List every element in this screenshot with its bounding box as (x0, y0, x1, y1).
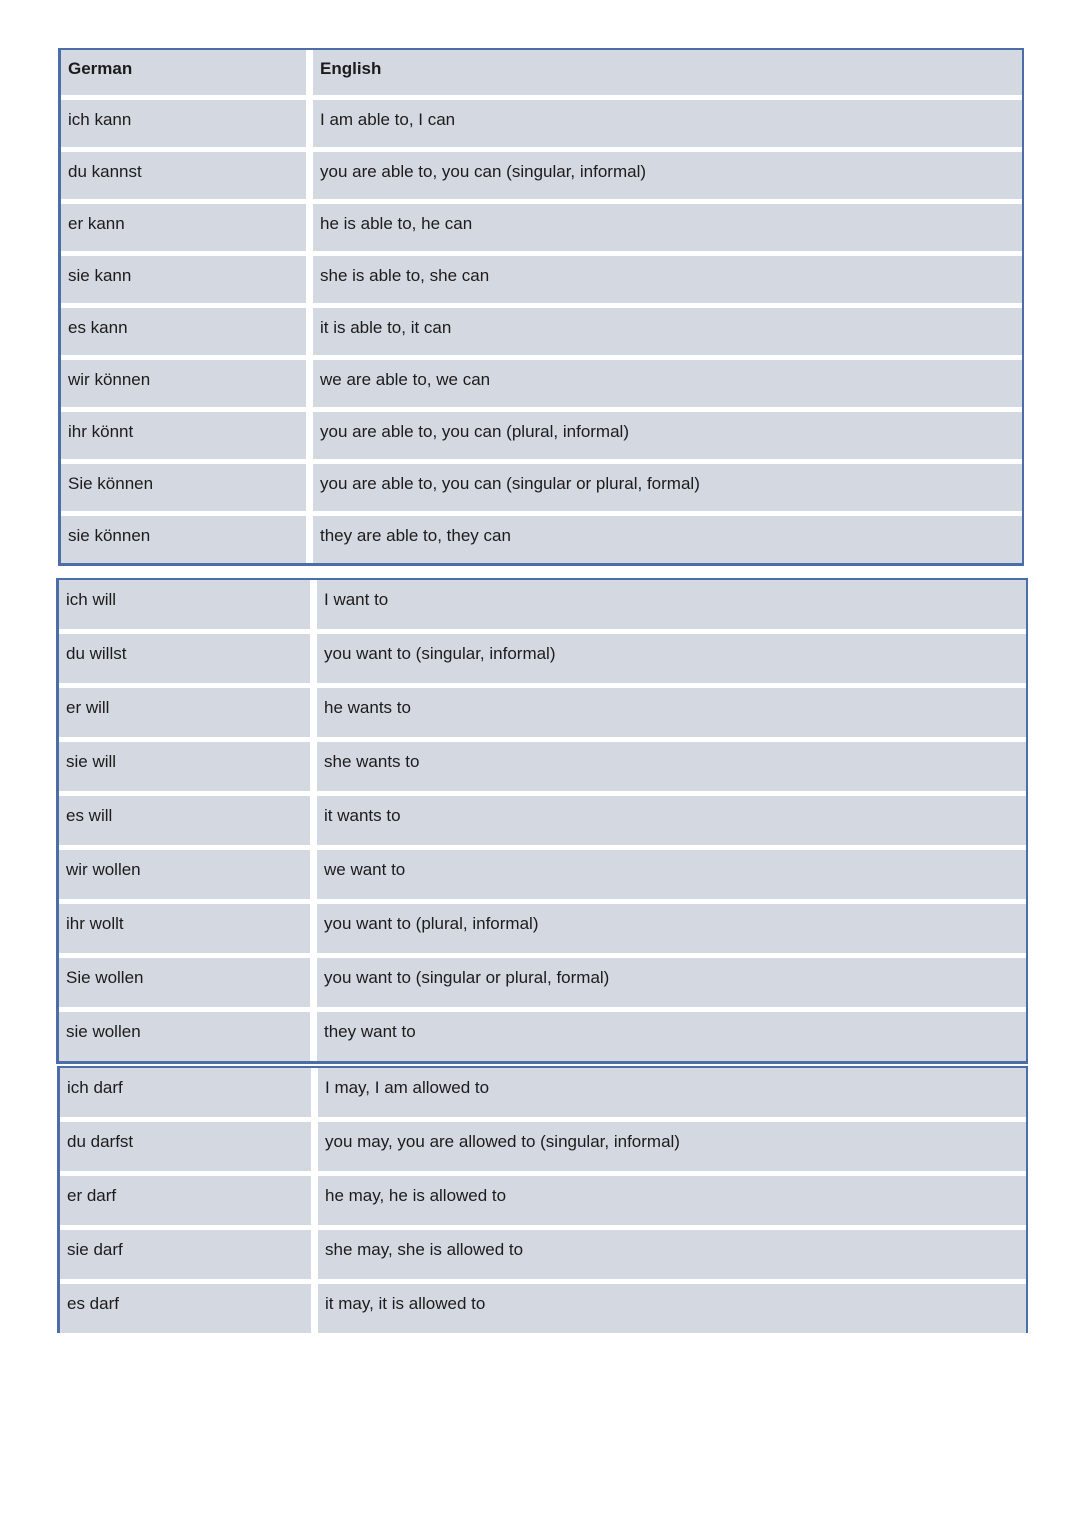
english-cell: you are able to, you can (singular or plural, formal) (313, 464, 1022, 511)
english-cell: it wants to (317, 796, 1026, 845)
table-row (59, 580, 1026, 629)
german-cell: du willst (59, 634, 310, 683)
table-header-row (61, 50, 1022, 95)
conjugation-table-duerfen (57, 1066, 1028, 1333)
english-cell: he is able to, he can (313, 204, 1022, 251)
table-row (59, 850, 1026, 899)
english-cell: you are able to, you can (singular, informal) (313, 152, 1022, 199)
english-cell: we are able to, we can (313, 360, 1022, 407)
english-cell: it may, it is allowed to (318, 1284, 1026, 1333)
german-cell: es kann (61, 308, 306, 355)
english-cell: I may, I am allowed to (318, 1068, 1026, 1117)
english-cell: she may, she is allowed to (318, 1230, 1026, 1279)
english-cell: you want to (singular, informal) (317, 634, 1026, 683)
english-cell: she is able to, she can (313, 256, 1022, 303)
german-cell: sie wollen (59, 1012, 310, 1061)
english-cell: we want to (317, 850, 1026, 899)
english-column-header: English (313, 50, 1022, 95)
english-cell: they are able to, they can (313, 516, 1022, 563)
conjugation-table-koennen (58, 48, 1024, 566)
table-row (59, 958, 1026, 1007)
conjugation-table-wollen (56, 578, 1028, 1064)
german-cell: wir können (61, 360, 306, 407)
german-column-header: German (61, 50, 306, 95)
english-cell: it is able to, it can (313, 308, 1022, 355)
german-cell: sie will (59, 742, 310, 791)
table-row (59, 796, 1026, 845)
german-cell: ihr wollt (59, 904, 310, 953)
english-cell: he wants to (317, 688, 1026, 737)
german-cell: ich will (59, 580, 310, 629)
german-cell: er will (59, 688, 310, 737)
table-row (60, 1068, 1026, 1117)
german-cell: er kann (61, 204, 306, 251)
german-cell: es darf (60, 1284, 311, 1333)
table-row (61, 204, 1022, 251)
table-row (60, 1176, 1026, 1225)
german-cell: sie können (61, 516, 306, 563)
table-row (59, 742, 1026, 791)
english-cell: he may, he is allowed to (318, 1176, 1026, 1225)
german-cell: sie kann (61, 256, 306, 303)
table-row (59, 634, 1026, 683)
german-cell: ich kann (61, 100, 306, 147)
german-cell: es will (59, 796, 310, 845)
table-row (61, 412, 1022, 459)
table-row (59, 904, 1026, 953)
german-cell: ich darf (60, 1068, 311, 1117)
english-cell: you want to (plural, informal) (317, 904, 1026, 953)
table-row (61, 360, 1022, 407)
english-cell: she wants to (317, 742, 1026, 791)
table-row (61, 256, 1022, 303)
german-cell: wir wollen (59, 850, 310, 899)
english-cell: they want to (317, 1012, 1026, 1061)
english-cell: I want to (317, 580, 1026, 629)
table-row (59, 688, 1026, 737)
table-row (61, 100, 1022, 147)
german-cell: sie darf (60, 1230, 311, 1279)
table-row (59, 1012, 1026, 1061)
german-cell: du kannst (61, 152, 306, 199)
german-cell: Sie können (61, 464, 306, 511)
german-cell: du darfst (60, 1122, 311, 1171)
english-cell: you may, you are allowed to (singular, informal) (318, 1122, 1026, 1171)
table-row (61, 308, 1022, 355)
german-cell: er darf (60, 1176, 311, 1225)
german-cell: Sie wollen (59, 958, 310, 1007)
table-row (61, 152, 1022, 199)
english-cell: you are able to, you can (plural, informal) (313, 412, 1022, 459)
table-row (60, 1284, 1026, 1333)
table-row (60, 1230, 1026, 1279)
german-cell: ihr könnt (61, 412, 306, 459)
english-cell: I am able to, I can (313, 100, 1022, 147)
table-row (61, 516, 1022, 563)
table-row (60, 1122, 1026, 1171)
table-row (61, 464, 1022, 511)
english-cell: you want to (singular or plural, formal) (317, 958, 1026, 1007)
